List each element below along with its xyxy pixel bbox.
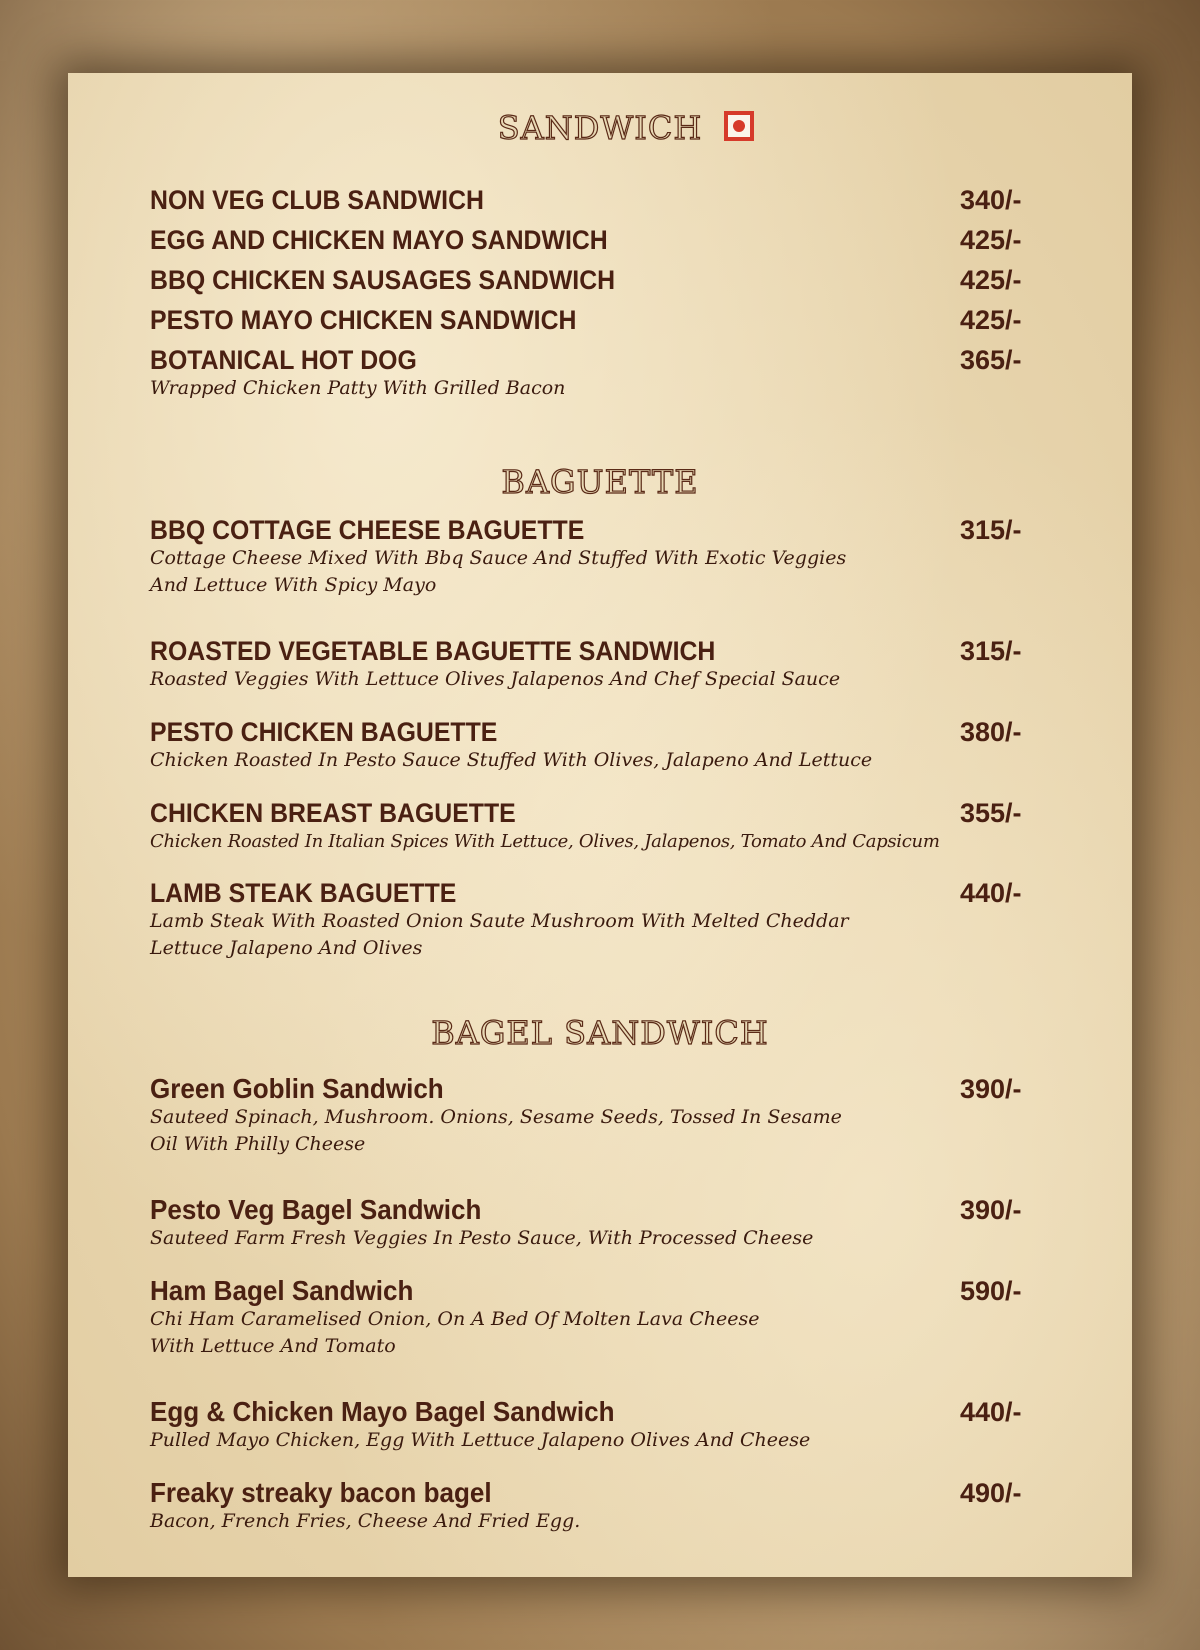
section-title: SANDWICH (497, 109, 703, 147)
item-price: 425/- (960, 265, 1022, 295)
item-name: Pesto Veg Bagel Sandwich (150, 1194, 482, 1225)
item-price: 425/- (960, 225, 1022, 255)
item-price: 390/- (960, 1195, 1022, 1225)
menu-item (150, 184, 1060, 216)
section-heading-bagel-sandwich (68, 1014, 1132, 1052)
menu-card (68, 73, 1132, 1577)
item-description: Chi Ham Caramelised Onion, On A Bed Of Molten Lava Cheese With Lettuce And Tomato (150, 1308, 760, 1357)
menu-item (150, 1194, 1060, 1252)
item-name: NON VEG CLUB SANDWICH (150, 185, 484, 215)
item-name: BBQ CHICKEN SAUSAGES SANDWICH (150, 265, 616, 295)
item-price: 490/- (960, 1478, 1022, 1508)
item-price: 355/- (960, 798, 1022, 828)
item-description: Wrapped Chicken Patty With Grilled Bacon (150, 377, 566, 399)
item-description: Roasted Veggies With Lettuce Olives Jalapenos And Chef Special Sauce (150, 668, 841, 690)
menu-item (150, 514, 1060, 599)
item-price: 315/- (960, 515, 1022, 545)
item-name: LAMB STEAK BAGUETTE (150, 878, 457, 908)
item-description: Lamb Steak With Roasted Onion Saute Mushroom With Melted Cheddar Lettuce Jalapeno And Olives (150, 910, 849, 959)
item-price: 380/- (960, 717, 1022, 747)
section-title: BAGEL SANDWICH (431, 1014, 769, 1052)
item-description: Chicken Roasted In Pesto Sauce Stuffed With Olives, Jalapeno And Lettuce (150, 749, 873, 771)
item-price: 425/- (960, 305, 1022, 335)
section-heading-baguette (68, 463, 1132, 501)
menu-item (150, 797, 1132, 855)
item-price: 440/- (960, 1397, 1022, 1427)
item-name: BBQ COTTAGE CHEESE BAGUETTE (150, 515, 585, 545)
item-price: 340/- (960, 185, 1022, 215)
menu-item (150, 1396, 1060, 1454)
item-description: Chicken Roasted In Italian Spices With Lettuce, Olives, Jalapenos, Tomato And Capsicum (150, 831, 940, 852)
menu-item (150, 1477, 1060, 1535)
non-veg-symbol-icon (724, 111, 754, 141)
item-description: Sauteed Spinach, Mushroom. Onions, Sesame Seeds, Tossed In Sesame Oil With Philly Cheese (150, 1106, 842, 1155)
item-name: ROASTED VEGETABLE BAGUETTE SANDWICH (150, 636, 716, 666)
item-name: EGG AND CHICKEN MAYO SANDWICH (150, 225, 608, 255)
item-name: Ham Bagel Sandwich (150, 1275, 414, 1306)
item-description: Pulled Mayo Chicken, Egg With Lettuce Jalapeno Olives And Cheese (150, 1429, 811, 1451)
menu-item (150, 224, 1060, 256)
menu-item (150, 1275, 1060, 1360)
item-description: Sauteed Farm Fresh Veggies In Pesto Sauce, With Processed Cheese (150, 1227, 814, 1249)
menu-item (150, 344, 1060, 402)
item-name: Freaky streaky bacon bagel (150, 1477, 492, 1508)
item-price: 365/- (960, 345, 1022, 375)
item-price: 590/- (960, 1276, 1022, 1306)
item-price: 440/- (960, 878, 1022, 908)
item-description: Cottage Cheese Mixed With Bbq Sauce And Stuffed With Exotic Veggies And Lettuce With Spicy Mayo (150, 547, 847, 596)
menu-item (150, 716, 1060, 774)
item-name: BOTANICAL HOT DOG (150, 345, 417, 375)
menu-item (150, 264, 1060, 296)
item-name: Egg & Chicken Mayo Bagel Sandwich (150, 1396, 615, 1427)
menu-item (150, 635, 1060, 693)
menu-item (150, 877, 1060, 962)
item-name: CHICKEN BREAST BAGUETTE (150, 798, 516, 828)
item-name: PESTO MAYO CHICKEN SANDWICH (150, 305, 577, 335)
item-description: Bacon, French Fries, Cheese And Fried Egg. (150, 1510, 581, 1532)
menu-item (150, 1073, 1060, 1158)
section-heading-sandwich (68, 109, 1132, 147)
menu-item (150, 304, 1060, 336)
item-name: PESTO CHICKEN BAGUETTE (150, 717, 498, 747)
item-price: 315/- (960, 636, 1022, 666)
item-name: Green Goblin Sandwich (150, 1073, 444, 1104)
section-title: BAGUETTE (501, 463, 699, 501)
item-price: 390/- (960, 1074, 1022, 1104)
